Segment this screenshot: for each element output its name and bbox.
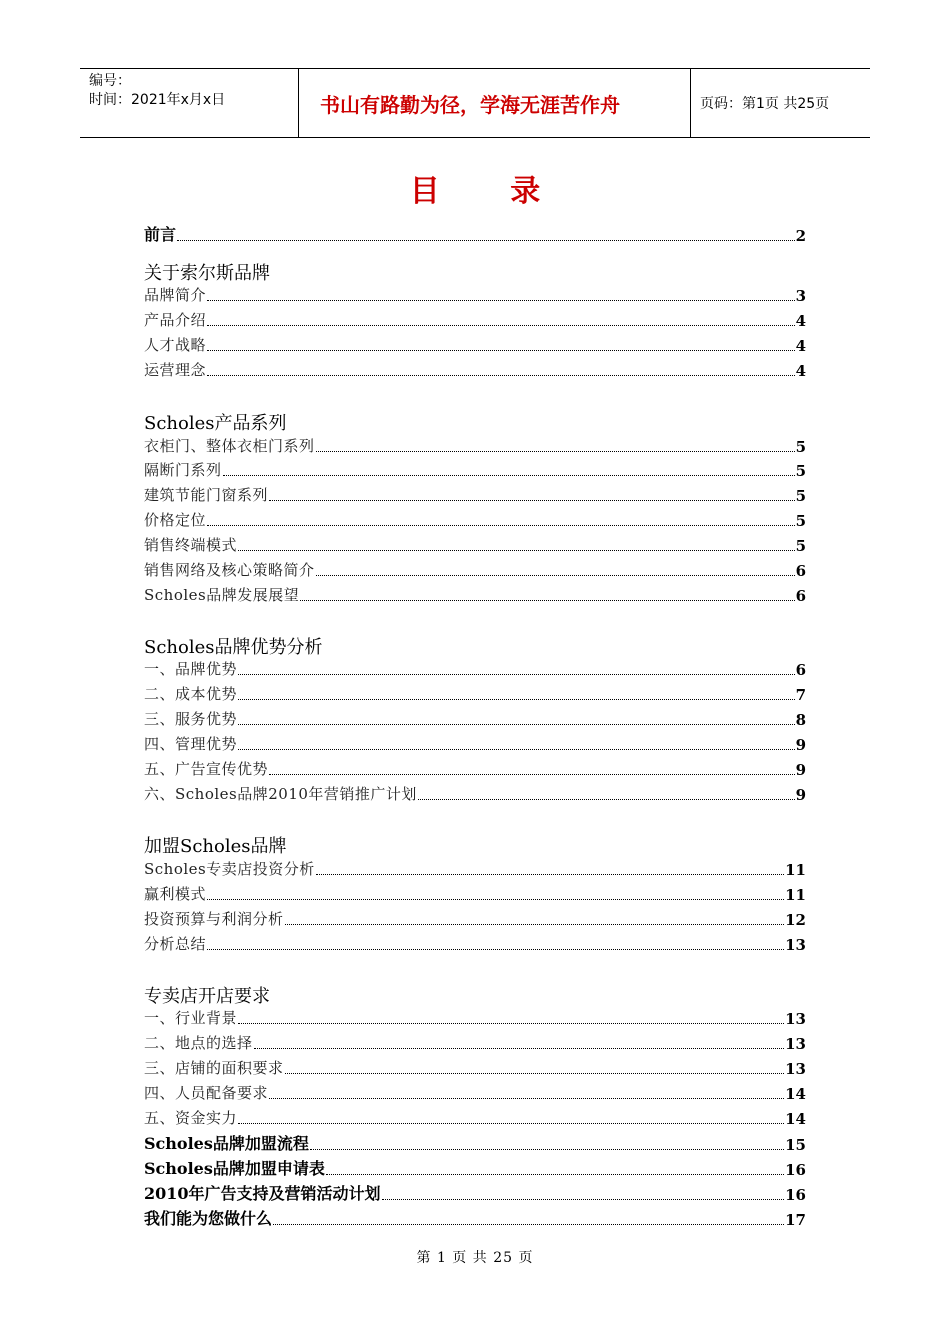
dot-leader xyxy=(238,1023,784,1024)
toc-entry[interactable] xyxy=(144,683,806,704)
section-heading-store-requirements: 专卖店开店要求 xyxy=(144,986,270,1007)
dot-leader xyxy=(254,1048,785,1049)
toc-entry-text: 赢利模式 xyxy=(144,885,207,903)
toc-entry[interactable] xyxy=(144,758,806,779)
toc-entry-text: Scholes品牌加盟申请表 xyxy=(144,1159,325,1178)
toc-entry-page: 6 xyxy=(795,562,806,580)
toc-entry-page: 9 xyxy=(795,786,806,804)
toc-entry[interactable] xyxy=(144,1082,806,1103)
toc-entry-page: 13 xyxy=(785,1035,806,1053)
toc-entry-text: 价格定位 xyxy=(144,511,207,529)
dot-leader xyxy=(269,774,795,775)
toc-entry-text: 四、人员配备要求 xyxy=(144,1084,269,1102)
toc-entry[interactable] xyxy=(144,359,806,380)
dot-leader xyxy=(326,1174,784,1175)
toc-entry[interactable] xyxy=(144,584,806,605)
dot-leader xyxy=(223,475,795,476)
dot-leader xyxy=(269,1098,784,1099)
toc-entry-text: 销售终端模式 xyxy=(144,536,238,554)
toc-entry[interactable] xyxy=(144,1181,806,1204)
toc-entry-text: 建筑节能门窗系列 xyxy=(144,486,269,504)
toc-entry[interactable] xyxy=(144,908,806,929)
toc-entry[interactable] xyxy=(144,733,806,754)
toc-entry-text: 五、广告宣传优势 xyxy=(144,760,269,778)
toc-entry-text: 一、行业背景 xyxy=(144,1009,238,1027)
toc-entry-text: 三、服务优势 xyxy=(144,710,238,728)
toc-entry[interactable] xyxy=(144,1032,806,1053)
toc-entry[interactable] xyxy=(144,783,806,804)
toc-entry-page: 17 xyxy=(785,1211,806,1229)
toc-entry-page: 5 xyxy=(795,438,806,456)
dot-leader xyxy=(207,375,795,376)
toc-entry-page: 11 xyxy=(785,886,806,904)
toc-entry[interactable] xyxy=(144,708,806,729)
toc-entry-page: 16 xyxy=(785,1186,806,1204)
toc-entry-page: 13 xyxy=(785,1010,806,1028)
header-page-info: 页码：第1页 共25页 xyxy=(700,96,830,112)
toc-entry-page: 15 xyxy=(785,1136,806,1154)
dot-leader xyxy=(382,1199,785,1200)
header-motto: 书山有路勤为径，学海无涯苦作舟 xyxy=(299,69,691,137)
dot-leader xyxy=(300,600,794,601)
document-header xyxy=(80,68,870,138)
toc-entry[interactable] xyxy=(144,1057,806,1078)
toc-entry[interactable] xyxy=(144,933,806,954)
toc-entry[interactable] xyxy=(144,459,806,480)
dot-leader xyxy=(269,500,795,501)
toc-entry-page: 12 xyxy=(785,911,806,929)
toc-entry-text: 二、成本优势 xyxy=(144,685,238,703)
section-heading-advantages: Scholes品牌优势分析 xyxy=(144,637,323,658)
toc-entry-text: Scholes专卖店投资分析 xyxy=(144,860,315,878)
toc-entry[interactable] xyxy=(144,509,806,530)
toc-entry[interactable] xyxy=(144,858,806,879)
toc-entry[interactable] xyxy=(144,309,806,330)
toc-entry[interactable] xyxy=(144,534,806,555)
toc-entry-page: 14 xyxy=(785,1110,806,1128)
toc-entry-page: 6 xyxy=(795,587,806,605)
toc-entry-text: Scholes品牌加盟流程 xyxy=(144,1134,309,1153)
dot-leader xyxy=(316,575,795,576)
toc-entry-text: 五、资金实力 xyxy=(144,1109,238,1127)
toc-entry-page: 13 xyxy=(785,936,806,954)
toc-entry-text: 一、品牌优势 xyxy=(144,660,238,678)
toc-entry[interactable] xyxy=(144,658,806,679)
toc-entry[interactable] xyxy=(144,1007,806,1028)
toc-entry-text: 运营理念 xyxy=(144,361,207,379)
section-heading-franchise: 加盟Scholes品牌 xyxy=(144,836,287,857)
section-heading-products: Scholes产品系列 xyxy=(144,413,287,434)
header-meta xyxy=(80,69,299,137)
toc-entry-page: 5 xyxy=(795,512,806,530)
date-label: 时间：2021年x月x日 xyxy=(89,92,226,108)
serial-label: 编号： xyxy=(89,73,131,89)
toc-entry[interactable] xyxy=(144,1107,806,1128)
toc-entry[interactable] xyxy=(144,1206,806,1229)
toc-entry-text: 2010年广告支持及营销活动计划 xyxy=(144,1184,381,1203)
dot-leader xyxy=(207,350,795,351)
dot-leader xyxy=(310,1149,784,1150)
toc-entry-text: 产品介绍 xyxy=(144,311,207,329)
toc-entry-text: 前言 xyxy=(144,225,177,244)
toc-entry-page: 7 xyxy=(795,686,806,704)
toc-entry[interactable] xyxy=(144,334,806,355)
toc-entry-text: 人才战略 xyxy=(144,336,207,354)
dot-leader xyxy=(177,240,795,241)
toc-entry-page: 16 xyxy=(785,1161,806,1179)
toc-entry[interactable] xyxy=(144,284,806,305)
dot-leader xyxy=(207,325,795,326)
toc-entry-page: 4 xyxy=(795,312,806,330)
dot-leader xyxy=(207,899,784,900)
toc-entry[interactable] xyxy=(144,1131,806,1154)
dot-leader xyxy=(207,525,795,526)
toc-entry-text: 衣柜门、整体衣柜门系列 xyxy=(144,437,315,455)
toc-entry[interactable] xyxy=(144,435,806,456)
toc-entry-page: 4 xyxy=(795,337,806,355)
toc-entry-page: 11 xyxy=(785,861,806,879)
dot-leader xyxy=(238,699,795,700)
toc-entry-page: 5 xyxy=(795,462,806,480)
toc-entry-page: 5 xyxy=(795,487,806,505)
toc-entry-text: 投资预算与利润分析 xyxy=(144,910,284,928)
toc-entry-page: 13 xyxy=(785,1060,806,1078)
page-title: 目 录 xyxy=(409,174,571,209)
dot-leader xyxy=(207,300,795,301)
dot-leader xyxy=(238,674,795,675)
toc-entry[interactable] xyxy=(144,883,806,904)
dot-leader xyxy=(418,799,795,800)
dot-leader xyxy=(207,949,784,950)
dot-leader xyxy=(238,1123,784,1124)
toc-entry-text: 六、Scholes品牌2010年营销推广计划 xyxy=(144,785,417,803)
toc-entry-text: 四、管理优势 xyxy=(144,735,238,753)
section-heading-brand: 关于索尔斯品牌 xyxy=(144,263,270,284)
toc-entry-text: 隔断门系列 xyxy=(144,461,222,479)
toc-entry-page: 6 xyxy=(795,661,806,679)
toc-entry[interactable] xyxy=(144,1156,806,1179)
toc-entry-page: 4 xyxy=(795,362,806,380)
toc-entry[interactable] xyxy=(144,484,806,505)
toc-entry-text: 我们能为您做什么 xyxy=(144,1209,273,1228)
toc-entry-page: 5 xyxy=(795,537,806,555)
toc-entry-text: 分析总结 xyxy=(144,935,207,953)
toc-entry-text: 三、店铺的面积要求 xyxy=(144,1059,284,1077)
toc-entry-page: 9 xyxy=(795,736,806,754)
dot-leader xyxy=(285,924,785,925)
page-footer: 第 1 页 共 25 页 xyxy=(416,1250,534,1266)
toc-entry-preface[interactable] xyxy=(144,222,806,245)
toc-entry-page: 8 xyxy=(795,711,806,729)
toc-entry-text: 二、地点的选择 xyxy=(144,1034,253,1052)
toc-entry-text: 品牌简介 xyxy=(144,286,207,304)
dot-leader xyxy=(273,1224,784,1225)
toc-entry-page: 9 xyxy=(795,761,806,779)
dot-leader xyxy=(238,550,795,551)
toc-entry[interactable] xyxy=(144,559,806,580)
dot-leader xyxy=(316,874,784,875)
toc-entry-page: 3 xyxy=(795,287,806,305)
dot-leader xyxy=(316,451,795,452)
toc-entry-page: 14 xyxy=(785,1085,806,1103)
toc-entry-page: 2 xyxy=(795,227,806,245)
toc-entry-text: Scholes品牌发展展望 xyxy=(144,586,300,604)
dot-leader xyxy=(238,724,795,725)
dot-leader xyxy=(285,1073,785,1074)
toc-entry-text: 销售网络及核心策略简介 xyxy=(144,561,315,579)
dot-leader xyxy=(238,749,795,750)
